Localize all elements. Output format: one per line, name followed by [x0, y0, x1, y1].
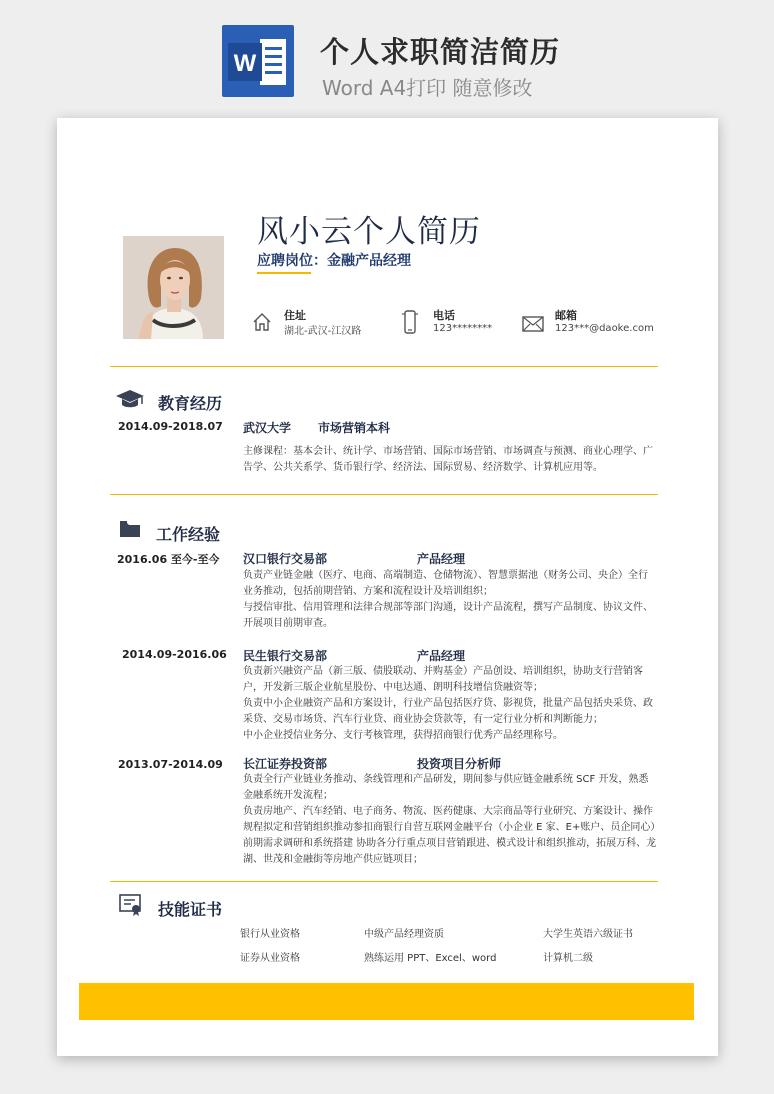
resume-page [57, 118, 718, 1056]
profile-photo [123, 236, 224, 339]
certificate-item: 中级产品经理资质 [364, 929, 444, 940]
graduation-cap-icon [115, 389, 145, 413]
phone-icon [402, 310, 418, 338]
job-paragraph: 与授信审批、信用管理和法律合规部等部门沟通，设计产品流程，撰写产品制度、协议文件、开展项目前期审查。 [243, 602, 653, 629]
address-label: 住址 [284, 309, 306, 322]
education-title: 教育经历 [158, 394, 223, 413]
home-icon [252, 312, 272, 336]
job-description [243, 568, 657, 632]
job-paragraph: 负责新兴融资产品（新三版、债股联动、并购基金）产品创设、培训组织，协助支行营销客户，开发新三版企业航星股份、中电达通、朗明科技增信贷融资等； [243, 666, 643, 693]
divider [110, 494, 658, 495]
word-logo-letter: W [233, 50, 257, 77]
job-role: 产品经理 [417, 649, 466, 663]
skills-title: 技能证书 [158, 900, 223, 919]
resume-name: 风小云个人简历 [257, 214, 481, 250]
certificate-item: 熟练运用 PPT、Excel、word [364, 953, 497, 964]
certificate-item: 计算机二级 [543, 953, 593, 964]
job-date: 2016.06 至今-至今 [117, 553, 220, 566]
education-date: 2014.09-2018.07 [118, 420, 223, 433]
divider [110, 366, 658, 367]
certificate-item: 证券从业资格 [240, 953, 300, 964]
certificate-item: 大学生英语六级证书 [543, 929, 633, 940]
job-company: 长江证券投资部 [243, 757, 328, 771]
job-role: 投资项目分析师 [417, 757, 502, 771]
job-paragraph: 负责全行产业链业务推动、条线管理和产品研发，期间参与供应链金融系统 SCF 开发，熟悉金融系统开发流程； [243, 774, 649, 801]
address-value: 湖北-武汉-江汉路 [284, 326, 362, 337]
education-school: 武汉大学 [243, 421, 292, 435]
certificate-icon [119, 894, 143, 920]
job-date: 2013.07-2014.09 [118, 758, 223, 771]
folder-icon [119, 520, 141, 542]
phone-label: 电话 [433, 309, 455, 322]
job-paragraph: 负责中小企业融资产品和方案设计，行业产品包括医疗贷、影视贷，批量产品包括央采贷、政采贷、交易市场贷、汽车行业贷、商业协会贷款等，有一定行业分析和判断能力； [243, 698, 653, 725]
job-company: 民生银行交易部 [243, 649, 328, 663]
job-paragraph: 负责房地产、汽车经销、电子商务、物流、医药健康、大宗商品等行业研究、方案设计、操作规程拟定和营销组织推动参扣商银行自营互联网金融平台（小企业 E 家、E+账户、员企同心）前期需求调研和系统搭建 协助各分行重点项目营销跟进、模式设计和组织推动，拓展万科、龙湖、世茂和金融街等房地产供应链项目； [243, 806, 657, 865]
education-courses: 主修课程：基本会计、统计学、市场营销、国际市场营销、市场调查与预测、商业心理学、广告学、公共关系学、货币银行学、经济法、国际贸易、经济数学、计算机应用等。 [243, 446, 653, 473]
job-description [243, 772, 657, 868]
education-major: 市场营销本科 [318, 421, 391, 435]
job-role: 产品经理 [417, 552, 466, 566]
job-company: 汉口银行交易部 [243, 552, 328, 566]
job-description [243, 664, 657, 744]
phone-value: 123******** [433, 323, 493, 334]
mail-icon [522, 316, 544, 336]
work-title: 工作经验 [156, 525, 221, 544]
position-underline [257, 272, 311, 274]
certificate-item: 银行从业资格 [240, 929, 300, 940]
banner-subtitle: Word A4打印 随意修改 [322, 76, 533, 100]
divider [110, 881, 658, 882]
applied-position: 应聘岗位：金融产品经理 [257, 253, 411, 269]
job-paragraph: 负责产业链金融（医疗、电商、高端制造、仓储物流）、智慧票据池（财务公司、央企）全行业务推动，包括前期营销、方案和流程设计及培训组织； [243, 570, 648, 597]
job-paragraph: 中小企业授信业务分、支行考核管理，获得招商银行优秀产品经理称号。 [243, 730, 563, 741]
email-value: 123***@daoke.com [555, 323, 654, 334]
banner-title: 个人求职简洁简历 [320, 35, 561, 69]
job-date: 2014.09-2016.06 [122, 648, 227, 661]
email-label: 邮箱 [555, 309, 577, 322]
word-logo-icon [222, 25, 294, 97]
footer-bar [79, 983, 694, 1020]
